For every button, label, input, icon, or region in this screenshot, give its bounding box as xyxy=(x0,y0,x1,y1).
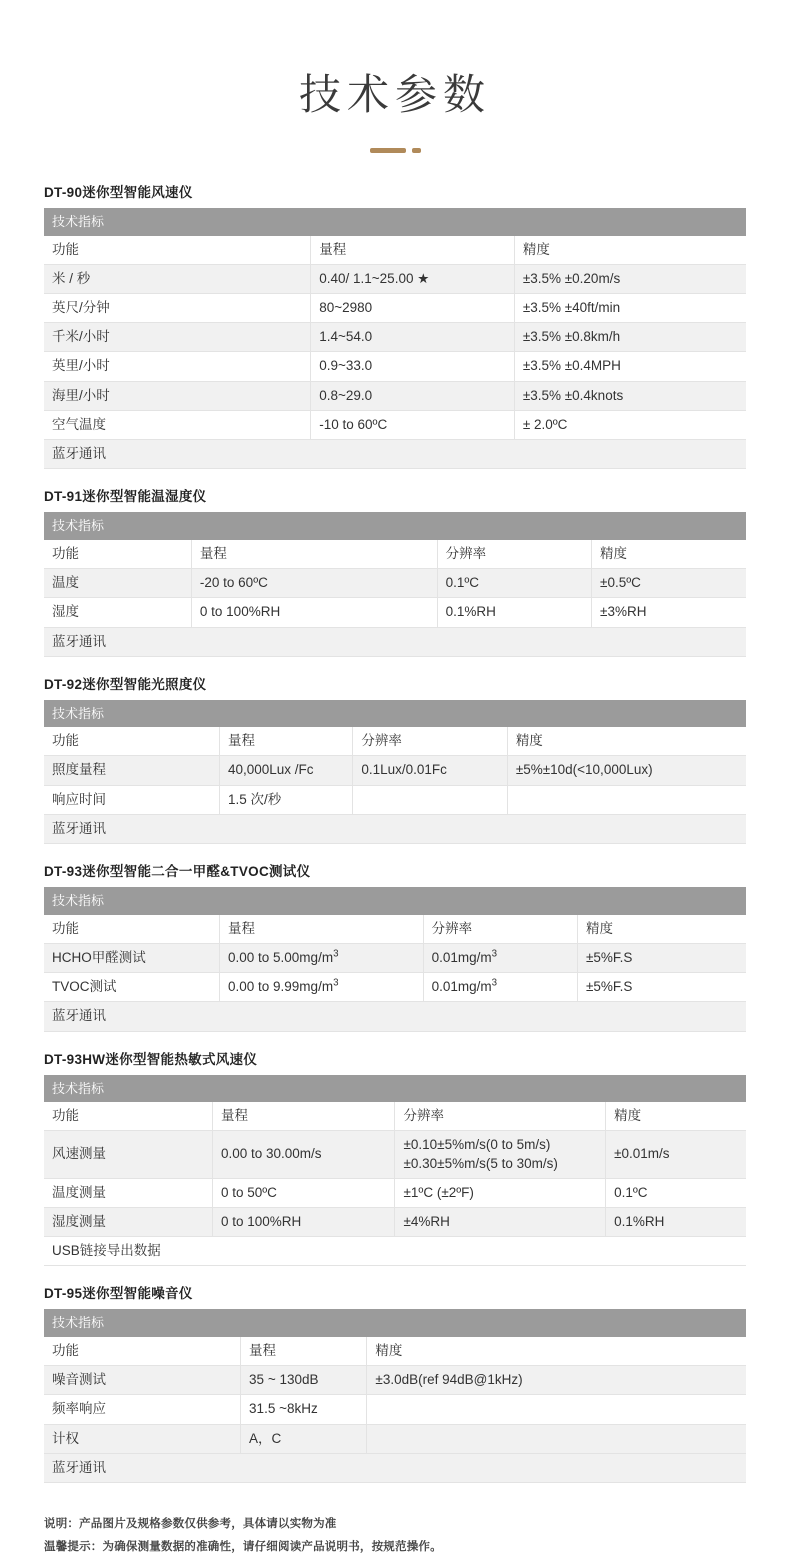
table-cell: A，C xyxy=(241,1424,367,1453)
spec-section xyxy=(44,860,746,1031)
table-cell: 31.5 ~8kHz xyxy=(241,1395,367,1424)
table-cell: 温度 xyxy=(44,569,191,598)
table-row xyxy=(44,410,746,439)
table-cell xyxy=(353,785,507,814)
table-cell: 风速测量 xyxy=(44,1131,212,1178)
table-cell: 0.1ºC xyxy=(606,1178,746,1207)
table-footer-row xyxy=(44,814,746,843)
column-label: 分辨率 xyxy=(353,727,507,756)
section-title: DT-95迷你型智能噪音仪 xyxy=(44,1286,193,1302)
section-title: DT-91迷你型智能温湿度仪 xyxy=(44,489,207,505)
footnote-2: 温馨提示：为确保测量数据的准确性，请仔细阅读产品说明书，按规范操作。 xyxy=(44,1541,442,1554)
table-cell: ±3.5% ±0.20m/s xyxy=(514,264,746,293)
table-header-row xyxy=(44,700,746,728)
spec-table xyxy=(44,208,746,469)
table-cell: 响应时间 xyxy=(44,785,220,814)
table-cell: HCHO甲醛测试 xyxy=(44,943,220,972)
column-label-row xyxy=(44,1102,746,1131)
column-label: 功能 xyxy=(44,1337,241,1366)
table-cell: ±0.01m/s xyxy=(606,1131,746,1178)
footnotes xyxy=(44,1509,746,1559)
table-cell: 0 to 100%RH xyxy=(191,598,437,627)
table-cell: 0.00 to $5.00mg/m^3$ xyxy=(220,943,424,972)
column-label: 分辨率 xyxy=(423,915,577,944)
table-cell: 0.1ºC xyxy=(437,569,591,598)
table-footer-label: 蓝牙通讯 xyxy=(44,1002,746,1031)
column-label: 功能 xyxy=(44,236,311,265)
column-label: 分辨率 xyxy=(437,540,591,569)
table-cell: 80~2980 xyxy=(311,293,515,322)
table-cell: TVOC测试 xyxy=(44,973,220,1002)
table-cell: 空气温度 xyxy=(44,410,311,439)
table-footer-row xyxy=(44,440,746,469)
table-cell: 千米/小时 xyxy=(44,323,311,352)
table-cell: 0.8~29.0 xyxy=(311,381,515,410)
section-title: DT-90迷你型智能风速仪 xyxy=(44,185,193,200)
column-label: 精度 xyxy=(592,540,746,569)
table-header-label: 技术指标 xyxy=(44,208,746,236)
table-row xyxy=(44,381,746,410)
spec-section xyxy=(44,181,746,469)
table-cell: ±5%±10d(<10,000Lux) xyxy=(507,756,746,785)
table-footer-label: 蓝牙通讯 xyxy=(44,627,746,656)
table-cell: 0 to 100%RH xyxy=(212,1207,395,1236)
table-cell xyxy=(367,1424,746,1453)
spec-section xyxy=(44,485,746,656)
title-divider xyxy=(44,148,746,153)
table-header-label: 技术指标 xyxy=(44,887,746,915)
table-cell: ± 2.0ºC xyxy=(514,410,746,439)
table-cell: 0.9~33.0 xyxy=(311,352,515,381)
spec-table xyxy=(44,887,746,1031)
table-cell: 英里/小时 xyxy=(44,352,311,381)
table-header-row xyxy=(44,1075,746,1103)
column-label-row xyxy=(44,540,746,569)
table-cell: ±3.5% ±0.4MPH xyxy=(514,352,746,381)
table-cell: 湿度 xyxy=(44,598,191,627)
table-cell: ±3.5% ±40ft/min xyxy=(514,293,746,322)
table-row xyxy=(44,943,746,972)
table-footer-row xyxy=(44,1237,746,1266)
spec-table xyxy=(44,512,746,656)
table-cell: 1.4~54.0 xyxy=(311,323,515,352)
spec-section xyxy=(44,673,746,844)
column-label: 功能 xyxy=(44,1102,212,1131)
table-footer-row xyxy=(44,627,746,656)
column-label: 量程 xyxy=(220,727,353,756)
section-title: DT-93迷你型智能二合一甲醛&TVOC测试仪 xyxy=(44,864,311,880)
column-label: 量程 xyxy=(212,1102,395,1131)
column-label-row xyxy=(44,1337,746,1366)
column-label: 量程 xyxy=(311,236,515,265)
table-footer-row xyxy=(44,1002,746,1031)
sections-container xyxy=(44,181,746,1483)
table-header-row xyxy=(44,887,746,915)
table-cell: ±3%RH xyxy=(592,598,746,627)
table-cell: ±3.5% ±0.8km/h xyxy=(514,323,746,352)
table-cell: 米 / 秒 xyxy=(44,264,311,293)
table-header-label: 技术指标 xyxy=(44,1075,746,1103)
table-cell: 噪音测试 xyxy=(44,1366,241,1395)
table-cell: 湿度测量 xyxy=(44,1207,212,1236)
table-row xyxy=(44,1395,746,1424)
table-row xyxy=(44,264,746,293)
spec-section xyxy=(44,1282,746,1483)
table-cell: 0.1Lux/0.01Fc xyxy=(353,756,507,785)
table-cell: 海里/小时 xyxy=(44,381,311,410)
divider-bar xyxy=(370,148,406,153)
table-footer-label: USB链接导出数据 xyxy=(44,1237,746,1266)
table-row xyxy=(44,1207,746,1236)
table-row xyxy=(44,756,746,785)
column-label: 功能 xyxy=(44,540,191,569)
table-header-label: 技术指标 xyxy=(44,512,746,540)
table-cell: 0.00 to 30.00m/s xyxy=(212,1131,395,1178)
table-cell: ±3.5% ±0.4knots xyxy=(514,381,746,410)
column-label-row xyxy=(44,915,746,944)
table-cell: ±1ºC (±2ºF) xyxy=(395,1178,606,1207)
column-label-row xyxy=(44,236,746,265)
divider-dot xyxy=(412,148,421,153)
table-cell: 温度测量 xyxy=(44,1178,212,1207)
table-header-row xyxy=(44,1309,746,1337)
page-title: 技术参数 xyxy=(298,71,491,118)
spec-section xyxy=(44,1048,746,1267)
table-cell: $0.01mg/m^3$ xyxy=(423,973,577,1002)
table-row xyxy=(44,1424,746,1453)
table-cell: ±4%RH xyxy=(395,1207,606,1236)
table-cell: 0 to 50ºC xyxy=(212,1178,395,1207)
table-cell: -20 to 60ºC xyxy=(191,569,437,598)
table-cell: 35 ~ 130dB xyxy=(241,1366,367,1395)
table-footer-label: 蓝牙通讯 xyxy=(44,1453,746,1482)
table-row xyxy=(44,293,746,322)
spec-table xyxy=(44,1075,746,1267)
section-title: DT-92迷你型智能光照度仪 xyxy=(44,676,207,692)
table-cell: 40,000Lux /Fc xyxy=(220,756,353,785)
table-cell: ±0.10±5%m/s(0 to 5m/s) ±0.30±5%m/s(5 to 30m/s) xyxy=(395,1131,606,1178)
table-row xyxy=(44,973,746,1002)
table-footer-row xyxy=(44,1453,746,1482)
table-row xyxy=(44,598,746,627)
column-label: 精度 xyxy=(507,727,746,756)
table-cell: 1.5 次/秒 xyxy=(220,785,353,814)
table-cell xyxy=(507,785,746,814)
table-row xyxy=(44,1366,746,1395)
table-header-row xyxy=(44,208,746,236)
table-cell xyxy=(367,1395,746,1424)
column-label: 精度 xyxy=(606,1102,746,1131)
table-header-label: 技术指标 xyxy=(44,700,746,728)
table-footer-label: 蓝牙通讯 xyxy=(44,814,746,843)
table-cell: 0.1%RH xyxy=(606,1207,746,1236)
table-row xyxy=(44,1131,746,1178)
table-row xyxy=(44,1178,746,1207)
table-cell: ±5%F.S xyxy=(578,973,746,1002)
spec-table xyxy=(44,700,746,844)
table-header-label: 技术指标 xyxy=(44,1309,746,1337)
section-title: DT-93HW迷你型智能热敏式风速仪 xyxy=(44,1051,258,1067)
table-header-row xyxy=(44,512,746,540)
table-cell: 频率响应 xyxy=(44,1395,241,1424)
spec-table xyxy=(44,1309,746,1483)
column-label: 功能 xyxy=(44,727,220,756)
column-label: 精度 xyxy=(514,236,746,265)
column-label: 量程 xyxy=(220,915,424,944)
table-cell: 照度量程 xyxy=(44,756,220,785)
table-cell: 计权 xyxy=(44,1424,241,1453)
table-cell: 英尺/分钟 xyxy=(44,293,311,322)
table-cell: 0.40/ 1.1~25.00 ★ xyxy=(311,264,515,293)
table-row xyxy=(44,569,746,598)
column-label: 分辨率 xyxy=(395,1102,606,1131)
table-cell: -10 to 60ºC xyxy=(311,410,515,439)
table-cell: ±5%F.S xyxy=(578,943,746,972)
table-footer-label: 蓝牙通讯 xyxy=(44,440,746,469)
table-cell: $0.01mg/m^3$ xyxy=(423,943,577,972)
table-row xyxy=(44,352,746,381)
table-row xyxy=(44,785,746,814)
table-cell: 0.1%RH xyxy=(437,598,591,627)
column-label: 功能 xyxy=(44,915,220,944)
column-label: 精度 xyxy=(578,915,746,944)
column-label: 精度 xyxy=(367,1337,746,1366)
table-cell: ±3.0dB(ref 94dB@1kHz) xyxy=(367,1366,746,1395)
table-row xyxy=(44,323,746,352)
column-label: 量程 xyxy=(241,1337,367,1366)
column-label: 量程 xyxy=(191,540,437,569)
footnote-1: 说明：产品图片及规格参数仅供参考，具体请以实物为准 xyxy=(44,1518,337,1531)
table-cell: ±0.5ºC xyxy=(592,569,746,598)
column-label-row xyxy=(44,727,746,756)
table-cell: 0.00 to $9.99mg/m^3$ xyxy=(220,973,424,1002)
